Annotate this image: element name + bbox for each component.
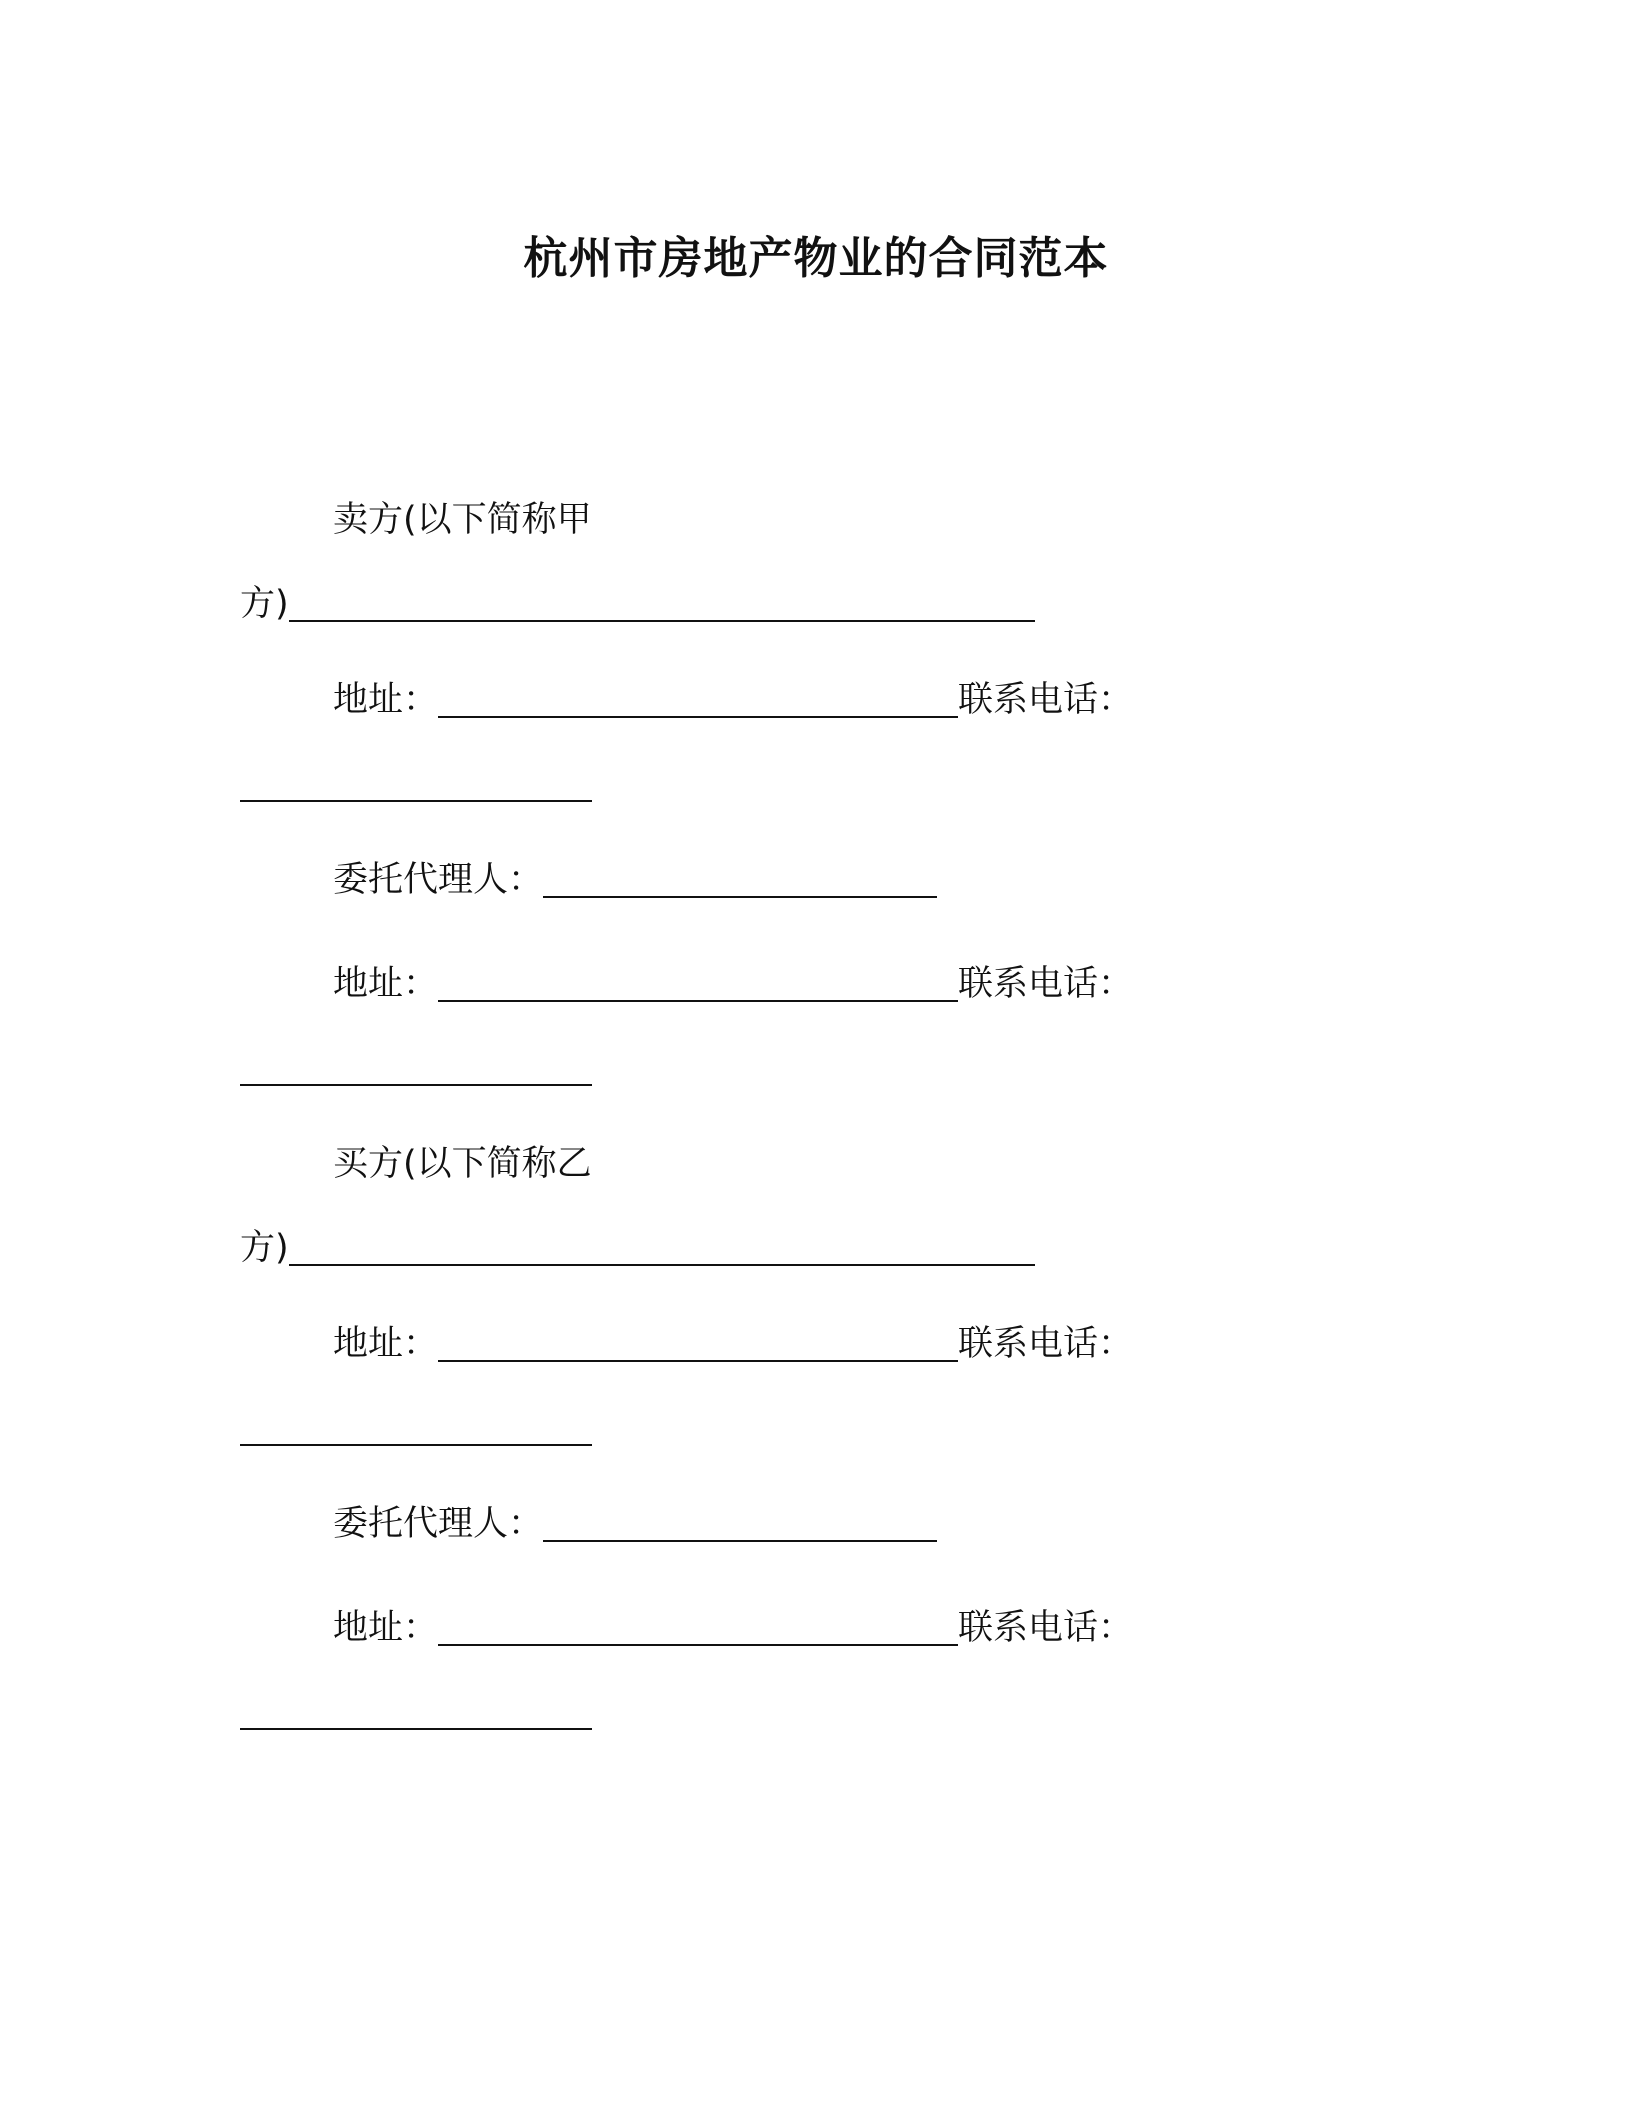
seller-name-blank[interactable] [289,584,1035,622]
seller-phone-row [240,764,592,808]
seller-phone-label: 联系电话： [958,680,1134,720]
seller-phone-blank[interactable] [240,764,592,802]
buyer-phone-label: 联系电话： [958,1324,1134,1364]
buyer-agent-blank[interactable] [543,1504,937,1542]
seller-heading [333,496,592,544]
buyer-name-blank[interactable] [289,1228,1035,1266]
buyer-agent-row [333,1500,937,1548]
buyer-agent-phone-row [240,1692,592,1736]
document-title: 杭州市房地产物业的合同范本 [523,233,1109,284]
buyer-address-row [333,1320,1133,1368]
seller-heading-text: 卖方(以下简称甲 [333,500,592,540]
seller-heading-continued: 方) [240,584,289,624]
seller-agent-blank[interactable] [543,860,937,898]
buyer-agent-phone-label: 联系电话： [958,1608,1134,1648]
buyer-phone-blank[interactable] [240,1408,592,1446]
seller-name-row [240,580,1035,628]
seller-agent-phone-row [240,1048,592,1092]
seller-agent-address-blank[interactable] [438,964,958,1002]
buyer-address-blank[interactable] [438,1324,958,1362]
buyer-agent-phone-blank[interactable] [240,1692,592,1730]
buyer-agent-label: 委托代理人： [333,1504,544,1544]
buyer-heading-continued: 方) [240,1228,289,1268]
buyer-heading-text: 买方(以下简称乙 [333,1144,592,1184]
buyer-agent-address-label: 地址： [333,1608,439,1648]
buyer-address-label: 地址： [333,1324,439,1364]
buyer-agent-address-blank[interactable] [438,1608,958,1646]
buyer-name-row [240,1224,1035,1272]
seller-agent-phone-label: 联系电话： [958,964,1134,1004]
seller-agent-address-label: 地址： [333,964,439,1004]
seller-agent-row [333,856,937,904]
buyer-heading [333,1140,592,1188]
buyer-phone-row [240,1408,592,1452]
seller-address-label: 地址： [333,680,439,720]
seller-agent-phone-blank[interactable] [240,1048,592,1086]
buyer-agent-address-row [333,1604,1133,1652]
seller-agent-label: 委托代理人： [333,860,544,900]
seller-address-blank[interactable] [438,680,958,718]
seller-agent-address-row [333,960,1133,1008]
seller-address-row [333,676,1133,724]
